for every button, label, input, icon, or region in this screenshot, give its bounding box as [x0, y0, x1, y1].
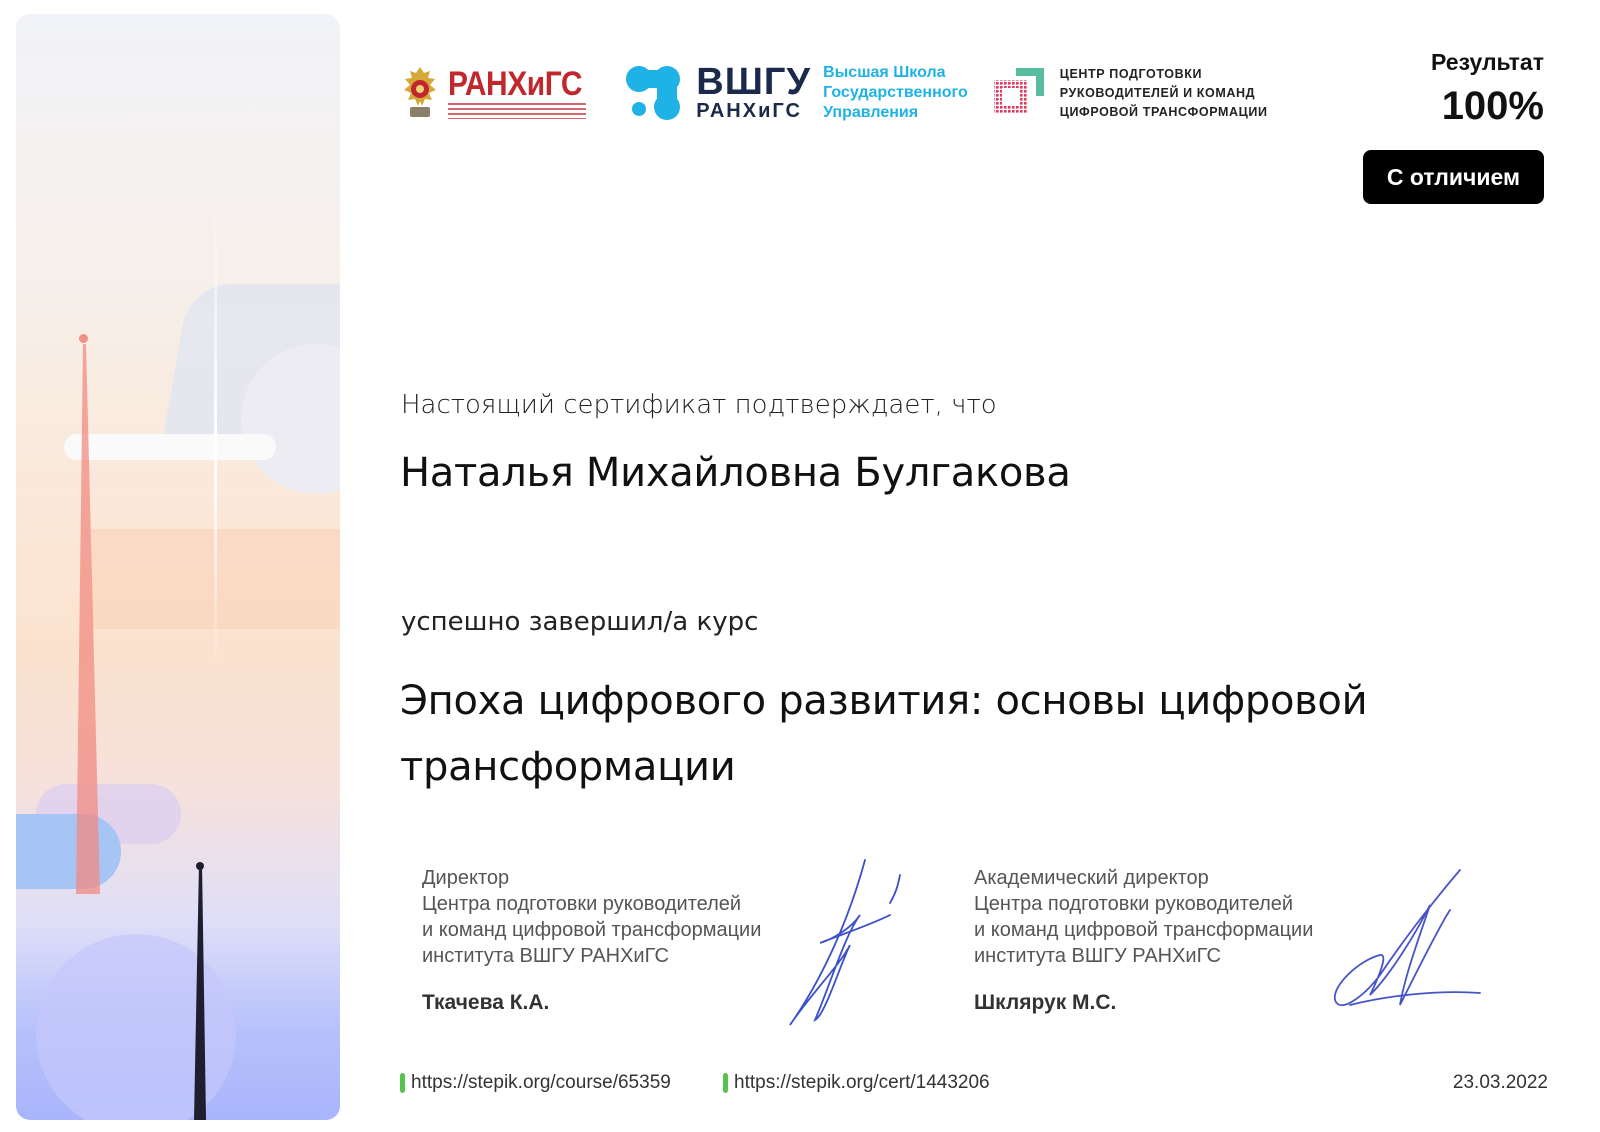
ranepa-logo [400, 65, 600, 121]
signer-role-line: института ВШГУ РАНХиГС [974, 945, 1221, 967]
signature-left-handwriting [770, 855, 920, 1035]
result-label: Результат [1431, 49, 1544, 75]
recipient-name: Наталья Михайловна Булгакова [400, 450, 1071, 496]
course-title: Эпоха цифрового развития: основы цифровой трансформации [400, 678, 1368, 790]
logos-row [400, 56, 1268, 130]
signer-role-line: Центра подготовки руководителей [422, 893, 742, 915]
certificate-url[interactable]: https://stepik.org/cert/1443206 [734, 1072, 990, 1093]
signer-role-line: института ВШГУ РАНХиГС [422, 945, 669, 967]
course-url[interactable]: https://stepik.org/course/65359 [411, 1072, 671, 1093]
ranepa-name: РАНХиГС [448, 65, 582, 103]
issue-date: 23.03.2022 [1452, 1072, 1548, 1093]
signer-role-line: Центра подготовки руководителей [974, 893, 1294, 915]
ranepa-emblem-icon [400, 65, 440, 121]
center-text-line: ЦИФРОВОЙ ТРАНСФОРМАЦИИ [1059, 104, 1268, 119]
signature-right-handwriting [1320, 865, 1490, 1035]
signature-block-left [422, 865, 761, 1015]
vshgu-desc-line: Государственного [823, 84, 968, 101]
ranepa-subtitle-lines [448, 103, 586, 119]
course-link[interactable] [400, 1072, 671, 1094]
vshgu-name: ВШГУ [696, 61, 812, 103]
vshgu-description [823, 63, 968, 123]
link-bar-icon [723, 1073, 728, 1093]
decor-spikes [16, 14, 340, 1120]
vshgu-desc-line: Высшая Школа [823, 64, 946, 81]
signer-role-line: Академический директор [974, 867, 1209, 889]
decor-dot-red [79, 334, 88, 343]
signer-role-line: Директор [422, 867, 510, 889]
completion-text: успешно завершил/а курс [401, 607, 759, 637]
center-text-line: ЦЕНТР ПОДГОТОВКИ [1059, 66, 1203, 81]
distinction-badge: С отличием [1363, 150, 1544, 204]
signature-block-right [974, 865, 1313, 1015]
result-value: 100% [1441, 84, 1544, 128]
signer-role-line: и команд цифровой трансформации [974, 919, 1314, 941]
signer-name: Ткачева К.А. [422, 991, 550, 1014]
vshgu-desc-line: Управления [823, 104, 919, 121]
digital-center-logo [988, 62, 1268, 124]
signer-role-line: и команд цифровой трансформации [422, 919, 762, 941]
decorative-side-panel [16, 14, 340, 1120]
result-block [1363, 48, 1544, 204]
certificate-link[interactable] [723, 1072, 990, 1094]
vshgu-mark-icon [624, 64, 682, 122]
decor-dot-dark [196, 862, 204, 870]
signer-name: Шклярук М.С. [974, 991, 1117, 1014]
digital-center-text [1060, 65, 1268, 122]
link-bar-icon [400, 1073, 405, 1093]
digital-center-mark-icon [988, 62, 1050, 124]
center-text-line: РУКОВОДИТЕЛЕЙ И КОМАНД [1059, 85, 1256, 100]
vshgu-logo [624, 63, 967, 123]
vshgu-ranepa: РАНХиГС [696, 100, 802, 122]
certificate-intro: Настоящий сертификат подтверждает, что [401, 390, 997, 420]
